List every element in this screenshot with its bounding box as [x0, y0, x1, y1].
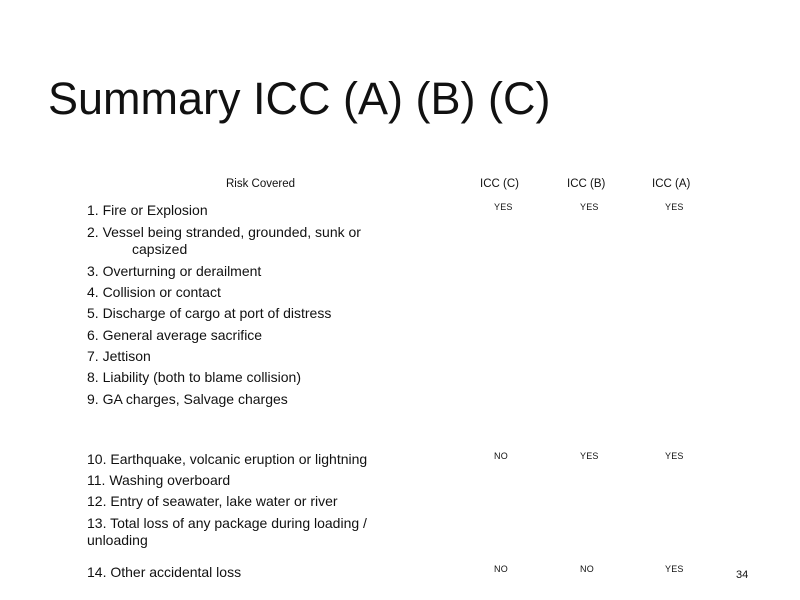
risk-item-8: 8. Liability (both to blame collision)	[87, 369, 301, 385]
coverage-group-2-icc-c: NO	[494, 451, 508, 461]
risk-item-3: 3. Overturning or derailment	[87, 263, 262, 279]
risk-item-1: 1. Fire or Explosion	[87, 202, 208, 218]
header-icc-b: ICC (B)	[567, 178, 606, 190]
header-icc-c: ICC (C)	[480, 178, 519, 190]
risk-item-13: 13. Total loss of any package during loading / unloading	[87, 515, 367, 548]
risk-item-11: 11. Washing overboard	[87, 472, 231, 488]
risk-item-4: 4. Collision or contact	[87, 284, 221, 300]
coverage-group-1-icc-b: YES	[580, 202, 599, 212]
risk-item-14: 14. Other accidental loss	[87, 564, 242, 580]
risk-item-12: 12. Entry of seawater, lake water or river	[87, 493, 338, 509]
risk-item-7: 7. Jettison	[87, 348, 151, 364]
coverage-group-2-icc-a: YES	[665, 451, 684, 461]
risk-item-10: 10. Earthquake, volcanic eruption or lightning	[87, 451, 368, 467]
header-icc-a: ICC (A)	[652, 178, 691, 190]
risk-item-2: 2. Vessel being stranded, grounded, sunk or capsized	[87, 224, 361, 257]
risk-item-6: 6. General average sacrifice	[87, 327, 263, 343]
coverage-group-3-icc-b: NO	[580, 564, 594, 574]
coverage-group-1-icc-c: YES	[494, 202, 513, 212]
coverage-group-3-icc-c: NO	[494, 564, 508, 574]
slide-title: Summary ICC (A) (B) (C)	[48, 73, 551, 124]
risk-item-5: 5. Discharge of cargo at port of distress	[87, 305, 332, 321]
header-risk-covered: Risk Covered	[226, 178, 296, 190]
coverage-group-2-icc-b: YES	[580, 451, 599, 461]
coverage-group-3-icc-a: YES	[665, 564, 684, 574]
page-number: 34	[736, 569, 749, 581]
risk-item-9: 9. GA charges, Salvage charges	[87, 391, 288, 407]
coverage-group-1-icc-a: YES	[665, 202, 684, 212]
